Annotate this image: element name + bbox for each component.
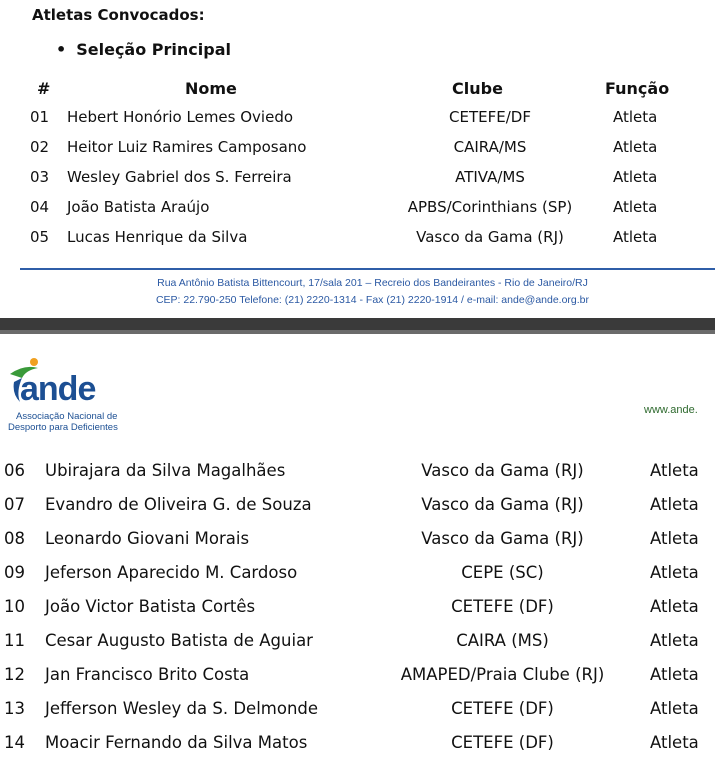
row-function: Atleta	[650, 529, 699, 548]
row-club: AMAPED/Praia Clube (RJ)	[400, 665, 605, 684]
row-function: Atleta	[650, 733, 699, 752]
table-row	[0, 597, 715, 629]
row-name: Hebert Honório Lemes Oviedo	[67, 108, 294, 126]
table-row	[0, 665, 715, 697]
row-function: Atleta	[650, 461, 699, 480]
footer-contact: CEP: 22.790-250 Telefone: (21) 2220-1314 - Fax (21) 2220-1914 / e-mail: ande@ande.org.br	[155, 294, 590, 306]
row-function: Atleta	[613, 228, 658, 246]
row-name: Heitor Luiz Ramires Camposano	[67, 138, 307, 156]
table-row	[0, 699, 715, 731]
row-function: Atleta	[650, 631, 699, 650]
row-club: CAIRA (MS)	[456, 631, 549, 650]
row-name: Jan Francisco Brito Costa	[45, 665, 250, 684]
row-number: 11	[4, 631, 25, 650]
row-club: Vasco da Gama (RJ)	[421, 461, 584, 480]
table-row	[0, 168, 715, 198]
row-club: CAIRA/MS	[453, 138, 527, 156]
page-divider	[0, 318, 715, 334]
row-name: Cesar Augusto Batista de Aguiar	[45, 631, 313, 650]
row-name: Moacir Fernando da Silva Matos	[45, 733, 308, 752]
table-row	[0, 138, 715, 168]
row-number: 07	[4, 495, 25, 514]
bullet: •	[56, 40, 67, 59]
table-row	[0, 495, 715, 527]
table-row	[0, 198, 715, 228]
row-number: 05	[30, 228, 50, 246]
document-page-top	[0, 0, 715, 318]
table-row	[0, 631, 715, 663]
row-number: 02	[30, 138, 50, 156]
logo-wordmark: ande	[20, 370, 96, 408]
header-num: #	[37, 79, 51, 98]
row-function: Atleta	[613, 198, 658, 216]
logo-subtitle-2: Desporto para Deficientes	[8, 422, 118, 433]
row-name: João Batista Araújo	[67, 198, 210, 216]
row-club: ATIVA/MS	[455, 168, 525, 186]
row-club: CETEFE/DF	[449, 108, 531, 126]
row-number: 12	[4, 665, 25, 684]
row-club: Vasco da Gama (RJ)	[421, 495, 584, 514]
table-row	[0, 228, 715, 258]
row-club: APBS/Corinthians (SP)	[407, 198, 573, 216]
row-function: Atleta	[613, 108, 658, 126]
row-number: 04	[30, 198, 50, 216]
table-row	[0, 108, 715, 138]
logo-subtitle-1: Associação Nacional de	[16, 411, 118, 422]
row-function: Atleta	[650, 597, 699, 616]
row-number: 10	[4, 597, 25, 616]
row-function: Atleta	[613, 168, 658, 186]
subsection-title	[56, 40, 231, 59]
row-name: João Victor Batista Cortês	[45, 597, 256, 616]
footer-rule	[20, 268, 715, 270]
row-club: Vasco da Gama (RJ)	[421, 529, 584, 548]
row-function: Atleta	[650, 699, 699, 718]
row-name: Jeferson Aparecido M. Cardoso	[45, 563, 298, 582]
row-club: CEPE (SC)	[461, 563, 544, 582]
header-name: Nome	[185, 79, 237, 98]
document-page-bottom	[0, 334, 715, 757]
table-row	[0, 461, 715, 493]
row-function: Atleta	[613, 138, 658, 156]
row-function: Atleta	[650, 495, 699, 514]
row-club: CETEFE (DF)	[451, 597, 554, 616]
row-name: Ubirajara da Silva Magalhães	[45, 461, 286, 480]
row-club: CETEFE (DF)	[451, 699, 554, 718]
row-club: CETEFE (DF)	[451, 733, 554, 752]
header-club: Clube	[452, 79, 503, 98]
section-title: Atletas Convocados:	[32, 6, 205, 24]
row-number: 06	[4, 461, 25, 480]
row-number: 08	[4, 529, 25, 548]
row-club: Vasco da Gama (RJ)	[416, 228, 564, 246]
row-name: Leonardo Giovani Morais	[45, 529, 250, 548]
table-row	[0, 733, 715, 765]
row-number: 09	[4, 563, 25, 582]
row-number: 01	[30, 108, 50, 126]
footer-address: Rua Antônio Batista Bittencourt, 17/sala 201 – Recreio dos Bandeirantes - Rio de Janeiro/RJ	[157, 277, 588, 289]
row-name: Lucas Henrique da Silva	[67, 228, 248, 246]
subsection-label: Seleção Principal	[76, 40, 231, 59]
row-function: Atleta	[650, 665, 699, 684]
table-row	[0, 563, 715, 595]
row-name: Evandro de Oliveira G. de Souza	[45, 495, 312, 514]
table-row	[0, 529, 715, 561]
row-function: Atleta	[650, 563, 699, 582]
row-number: 13	[4, 699, 25, 718]
header-function: Função	[605, 79, 670, 98]
website-text: www.ande.	[644, 404, 698, 416]
row-number: 14	[4, 733, 25, 752]
row-name: Jefferson Wesley da S. Delmonde	[45, 699, 319, 718]
row-number: 03	[30, 168, 50, 186]
row-name: Wesley Gabriel dos S. Ferreira	[67, 168, 292, 186]
ande-logo	[4, 354, 154, 433]
